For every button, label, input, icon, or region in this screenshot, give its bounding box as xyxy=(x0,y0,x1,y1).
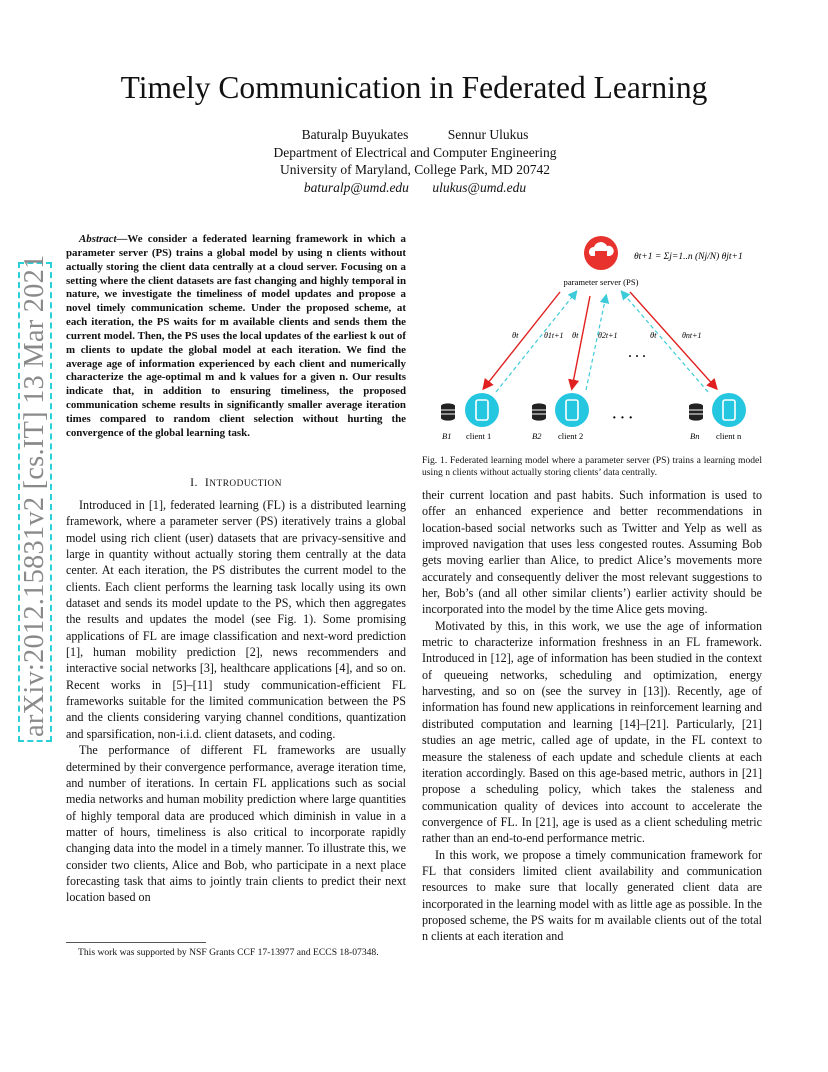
author-name: Sennur Ulukus xyxy=(447,127,529,142)
arrow-label-down-n: θt xyxy=(650,330,657,340)
figure-caption: Fig. 1. Federated learning model where a parameter server (PS) trains a learning model using n clients without actually storing clients’ data centrally. xyxy=(422,455,762,479)
affiliation-department: Department of Electrical and Computer Engineering xyxy=(273,144,557,160)
author-email: ulukus@umd.edu xyxy=(432,179,527,195)
federated-learning-figure xyxy=(426,226,766,448)
client-label: client n xyxy=(716,431,742,441)
phone-icon xyxy=(712,393,746,427)
client-label: client 2 xyxy=(558,431,584,441)
footnote-rule xyxy=(66,942,206,943)
section-title-rest: NTRODUCTION xyxy=(209,479,282,489)
author-name: Baturalp Buyukates xyxy=(301,127,409,142)
client-label: client 1 xyxy=(466,431,492,441)
database-icon xyxy=(441,403,455,420)
abstract-label: Abstract xyxy=(79,233,117,245)
footnote: This work was supported by NSF Grants CCF 17-13977 and ECCS 18-07348. xyxy=(78,947,379,958)
phone-icon xyxy=(555,393,589,427)
paragraph: In this work, we propose a timely communication framework for FL that considers limited client availability and communication resources to make sure that locally generated client data are incorporated in the learning model with as little age as possible. In the proposed scheme, the PS waits for m available clients out of the total n clients at each iteration and xyxy=(422,847,762,944)
section-title-first-letter: I xyxy=(204,475,210,489)
paragraph: Motivated by this, in this work, we use the age of information metric to characterize information freshness in an FL framework. Introduced in [12], age of information has been studied in the context of queueing networks, scheduling and optimization, energy harvesting, and so on (see the survey in [13]). Recently, age of information has found new applications in reinforcement learning and distributed computation and learning [14]–[21]. Particularly, [21] studies an age metric, called age of update, in the FL context to measure the staleness of each update and schedule clients at each iteration accordingly. Based on this age-based metric, authors in [21] propose a scheduling policy, which takes the staleness and communication quality of devices into account to accelerate the convergence of FL. In [21], age is used as a client scheduling metric rather than an end-to-end performance metric. xyxy=(422,618,762,846)
paragraph: Introduced in [1], federated learning (FL) is a distributed learning framework, where a parameter server (PS) iteratively trains a global model using rich client (user) datasets that are privacy-sensitive and large in quantity without actually storing them centrally at the data center. At each iteration, the PS distributes the current model to the clients. Each client performs the learning task locally using its own dataset and sends its model update to the PS, which then aggregates the results and updates the model (see Fig. 1). Some promising applications of FL are image classification and next-word prediction [1], human mobility prediction [2], news recommenders and interactive social networks [3], healthcare applications [4], and so on. Recent works in [5]–[11] study communication-efficient FL frameworks suitable for the limited communication between the PS and the clients considering varying channel conditions, quantization and sparsification, non-i.i.d. client datasets, and coding. xyxy=(66,498,406,741)
left-column-body xyxy=(66,497,406,906)
arxiv-stamp-text: arXiv:2012.15831v2 [cs.IT] 13 Mar 2021 xyxy=(18,262,52,742)
dataset-label: B2 xyxy=(532,431,542,441)
paragraph: their current location and past habits. Such information is used to offer an enhanced experience and better recommendations in location-based social networks such as Twitter and Yelp as well as improved navigation that uses less congested routes. Assuming Bob gets moving earlier than Alice, to predict Alice’s movements more accurately and consequently deliver the most relevant suggestions to her, Bob’s (and all other similar clients’) earlier activity should be incorporated into the model by the time Alice gets moving. xyxy=(422,488,762,617)
ellipsis-middle: · · · xyxy=(628,349,647,363)
arrow-label-up-1: θ1t+1 xyxy=(544,331,564,340)
down-arrow-client-n xyxy=(630,292,716,388)
right-column-body xyxy=(422,487,762,945)
author-names xyxy=(180,126,650,144)
author-emails xyxy=(180,179,650,197)
section-heading-introduction xyxy=(66,475,406,490)
database-icon xyxy=(532,403,546,420)
paper-title: Timely Communication in Federated Learning xyxy=(120,70,708,105)
up-arrow-client-1 xyxy=(496,292,576,392)
server-label: parameter server (PS) xyxy=(563,277,639,287)
arrow-label-down-2: θt xyxy=(572,330,579,340)
affiliation-university: University of Maryland, College Park, MD 20742 xyxy=(280,162,550,177)
up-arrow-client-n xyxy=(622,292,708,392)
up-arrow-client-2 xyxy=(586,296,606,390)
server-icon xyxy=(584,236,618,270)
arxiv-stamp xyxy=(18,254,52,742)
author-email: baturalp@umd.edu xyxy=(303,179,409,195)
paragraph: The performance of different FL frameworks are usually determined by their convergence performance, average iteration time, and number of iterations. In certain FL applications such as social media networks and human mobility prediction where large quantities of highly temporal data are produced which diminish in value in a matter of hours, timeliness is also critical to incorporate rapidly changing data into the model in a timely manner. To illustrate this, we consider two clients, Alice and Bob, who participate in a next place forecasting task that aims to jointly train clients to predict their next location based on xyxy=(66,743,406,905)
author-block xyxy=(180,126,650,196)
arrow-label-up-2: θ2t+1 xyxy=(598,331,618,340)
database-icon xyxy=(689,403,703,420)
aggregation-equation: θt+1 = Σj=1..n (Nj/N) θjt+1 xyxy=(634,252,743,262)
arrow-label-up-n: θnt+1 xyxy=(682,331,702,340)
phone-icon xyxy=(465,393,499,427)
abstract-text: —We consider a federated learning framework in which a parameter server (PS) trains a global model by using n clients without actually storing the client data centrally at a cloud server. Focusing on a setting where the client datasets are fast changing and highly temporal in nature, we investigate the timeliness of model updates and propose a novel timely communication scheme. Under the proposed scheme, at each iteration, the PS waits for m available clients and sends them the current model. Then, the PS uses the local updates of the earliest k out of m clients to update the global model at each iteration. We find the average age of information experienced by each client and numerically characterize the age-optimal m and k values for a given n. Our results indicate that, in addition to ensuring timeliness, the proposed communication scheme results in significantly smaller average iteration times compared to random client selection without hurting the convergence of the global learning task. xyxy=(66,233,406,439)
arrow-label-down-1: θt xyxy=(512,330,519,340)
down-arrow-client-1 xyxy=(484,292,560,388)
down-arrow-client-2 xyxy=(572,296,590,388)
dataset-label: B1 xyxy=(442,431,452,441)
section-number: I. xyxy=(190,475,198,489)
dataset-label: Bn xyxy=(690,431,700,441)
abstract xyxy=(66,233,406,441)
ellipsis-clients: · · · xyxy=(612,411,634,426)
